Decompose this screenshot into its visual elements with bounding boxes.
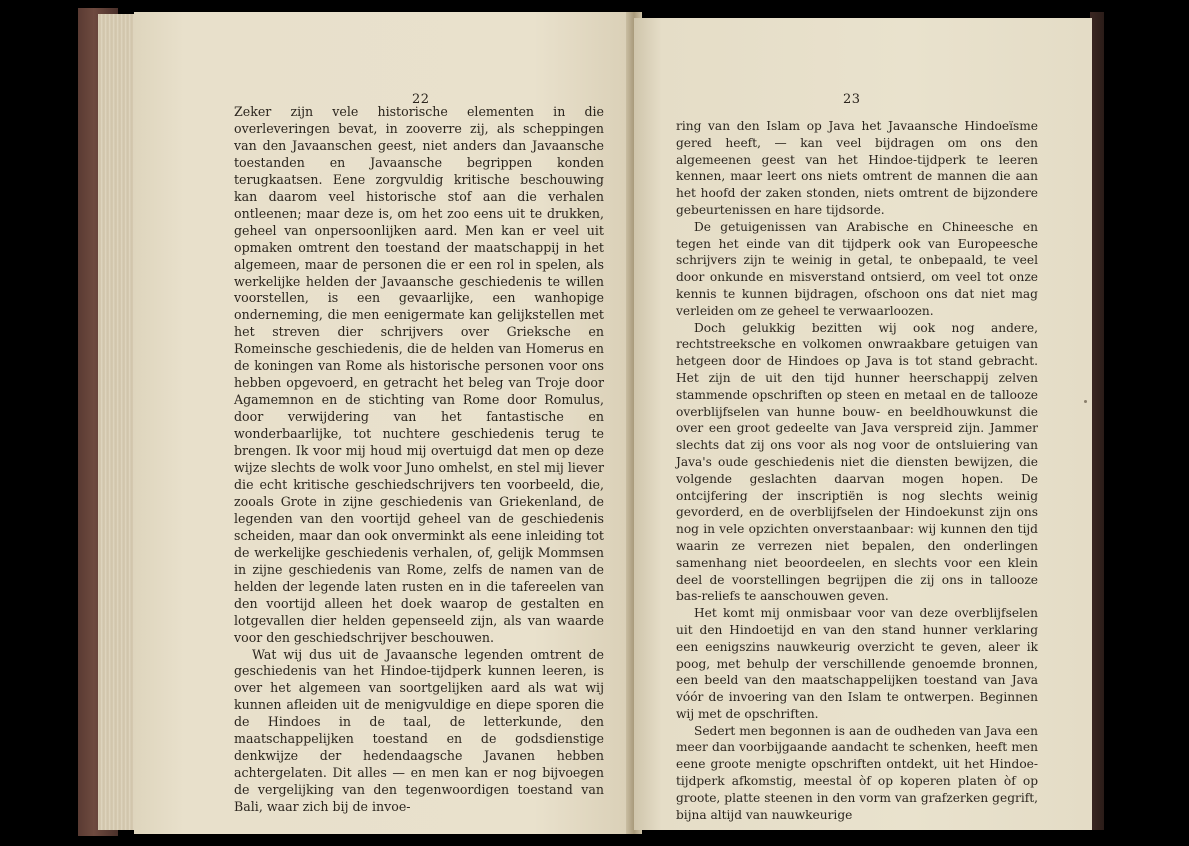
paragraph: Zeker zijn vele historische elementen in die overleveringen bevat, in zooverre zij, als scheppingen van den Javaanschen geest, niet anders dan Javaansche toestanden en Javaansche begrippen konden terugkaatsen. Eene zorgvuldig kritische beschouwing kan daarom veel historische stof aan die verhalen ontleenen; maar deze is, om het zoo eens uit te drukken, geheel van onpersoonlijken aard. Men kan er veel uit opmaken omtrent den toestand der maatschappij in het algemeen, maar de personen die er een rol in spelen, als werkelijke helden der Javaansche geschiedenis te willen voorstellen, is een gevaarlijke, een wanhopige onderneming, die men eenigermate kan gelijkstellen met het streven dier schrijvers over Grieksche en Romeinsche geschiedenis, die de helden van Homerus en de koningen van Rome als historische personen voor ons hebben opgevoerd, en getracht het beleg van Troje door Agamemnon en de stichting van Rome door Romulus, door verwijdering van het fantastische en wonderbaarlijke, tot nuchtere geschiedenis terug te brengen. Ik voor mij houd mij overtuigd dat men op deze wijze slechts de wolk voor Juno omhelst, en stel mij liever die echt kritische geschiedschrijvers ten voorbeeld, die, zooals Grote in zijne geschiedenis van Griekenland, de legenden van den voortijd geheel van de geschiedenis scheiden, maar dan ook onverminkt als eene inleiding tot de werkelijke geschiedenis verhalen, of, gelijk Mommsen in zijne geschiedenis van Rome, zelfs de namen van de helden der legende laten rusten en in die tafereelen van den voortijd alleen het doek waarop de gestalten en lotgevallen dier helden gepenseeld zijn, als van waarde voor den geschiedschrijver beschouwen.	[234, 104, 604, 645]
page-stack-edge	[98, 14, 138, 830]
paragraph: Sedert men begonnen is aan de oudheden van Java een meer dan voorbijgaande aandacht te schenken, heeft men eene groote menigte opschriften ontdekt, uit het Hindoe-tijdperk afkomstig, meestal òf op koperen platen òf op groote, platte steenen in den vorm van grafzerken gegrift, bijna altijd van nauwkeurige	[676, 723, 1038, 822]
page-number-left: 22	[412, 92, 430, 107]
paragraph: Het komt mij onmisbaar voor van deze overblijfselen uit den Hindoetijd en van den stand hunner verklaring een eenigszins nauwkeurig overzicht te geven, aleer ik poog, met behulp der verschillende genoemde bronnen, een beeld van den maatschappelijken toestand van Java vóór de invoering van den Islam te ontwerpen. Beginnen wij met de opschriften.	[676, 606, 1038, 721]
paragraph: De getuigenissen van Arabische en Chineesche en tegen het einde van dit tijdperk ook van Europeesche schrijvers zijn te weinig in getal, te onbepaald, te veel door onkunde en misverstand ontsierd, om veel tot onze kennis te kunnen bijdragen, ofschoon ons dat niet mag verleiden om ze geheel te verwaarloozen.	[676, 219, 1038, 318]
right-page-text	[676, 118, 1038, 823]
left-page	[134, 12, 634, 834]
left-page-text	[234, 104, 604, 816]
paragraph: Doch gelukkig bezitten wij ook nog andere, rechtstreeksche en volkomen onwraakbare getuigen van hetgeen door de Hindoes op Java is tot stand gebracht. Het zijn de uit den tijd hunner heerschappij zelven stammende opschriften op steen en metaal en de tallooze overblijfselen van hunne bouw- en beeldhouwkunst die over een groot gedeelte van Java verspreid zijn. Jammer slechts dat zij ons voor als nog voor de ontsluiering van Java's oude geschiedenis niet die diensten bewijzen, die volgende geslachten daarvan mogen hopen. De ontcijfering der inscriptiën is nog slechts weinig gevorderd, en de overblijfselen der Hindoekunst zijn ons nog in vele opzichten onverstaanbaar: wij kunnen den tijd waarin ze verrezen niet bepalen, den onderlingen samenhang niet beoordeelen, en slechts voor een klein deel de voorstellingen begrijpen die zij ons in tallooze bas-reliefs te aanschouwen geven.	[676, 320, 1038, 604]
paragraph: Wat wij dus uit de Javaansche legenden omtrent de geschiedenis van het Hindoe-tijdperk kunnen leeren, is over het algemeen van soortgelijken aard als wat wij kunnen afleiden uit de menigvuldige en diepe sporen die de Hindoes in de taal, de letterkunde, den maatschappelijken toestand en de godsdienstige denkwijze der hedendaagsche Javanen hebben achtergelaten. Dit alles — en men kan er nog bijvoegen de vergelijking van den tegenwoordigen toestand van Bali, waar zich bij de invoe-	[234, 646, 604, 815]
page-number-right: 23	[843, 92, 861, 107]
paper-speck	[1084, 400, 1087, 403]
paragraph: ring van den Islam op Java het Javaansche Hindoeïsme gered heeft, — kan veel bijdragen om ons den algemeenen geest van het Hindoe-tijdperk te leeren kennen, maar leert ons niets omtrent de mannen die aan het hoofd der zaken stonden, niets omtrent de bijzondere gebeurtenissen en hare tijdsorde.	[676, 119, 1038, 217]
book-cover-right-edge	[1090, 12, 1104, 830]
right-page	[634, 18, 1092, 830]
